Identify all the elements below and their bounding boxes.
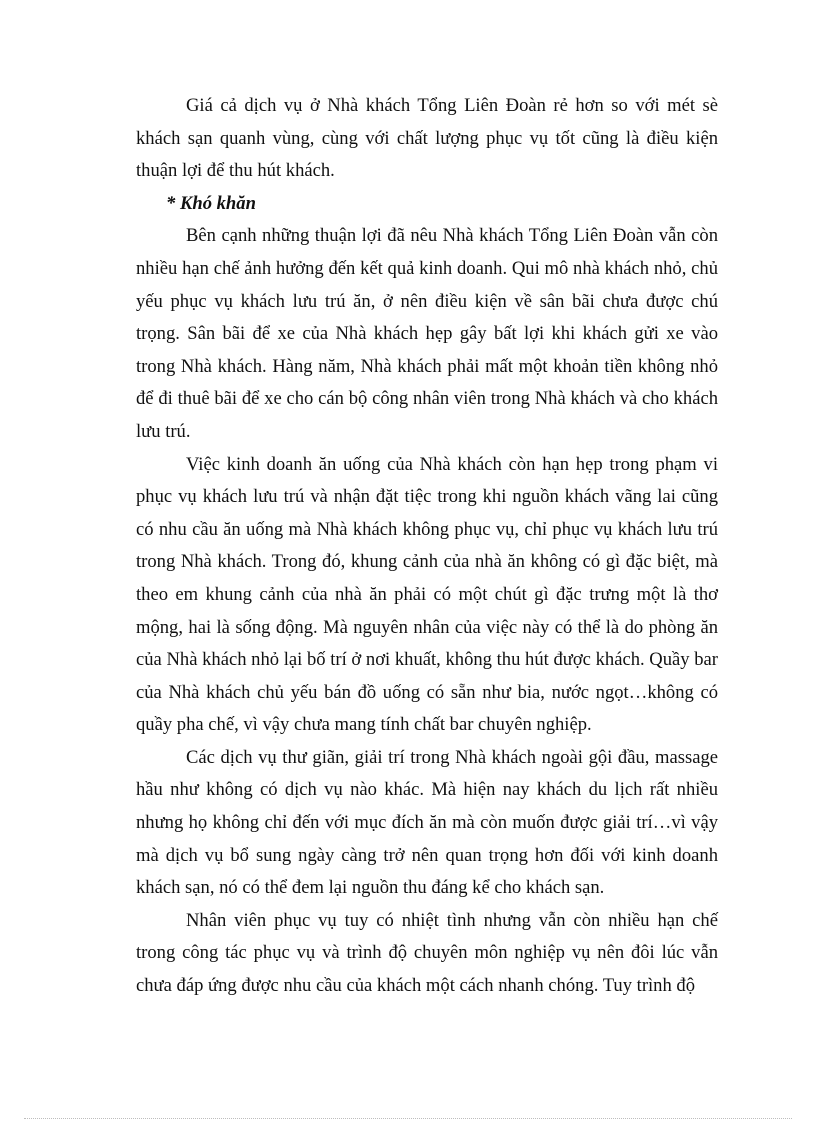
document-page (136, 90, 718, 1003)
paragraph-limitations: Bên cạnh những thuận lợi đã nêu Nhà khách Tổng Liên Đoàn vẫn còn nhiều hạn chế ảnh hưởng đến kết quả kinh doanh. Qui mô nhà khách nhỏ, chủ yếu phục vụ khách lưu trú ăn, ở nên điều kiện về sân bãi chưa được chú trọng. Sân bãi để xe của Nhà khách hẹp gây bất lợi khi khách gửi xe vào trong Nhà khách. Hàng năm, Nhà khách phải mất một khoản tiền không nhỏ để đi thuê bãi để xe cho cán bộ công nhân viên trong Nhà khách và cho khách lưu trú. (136, 225, 718, 442)
paragraph-price-advantage: Giá cả dịch vụ ở Nhà khách Tổng Liên Đoàn rẻ hơn so với mét sè khách sạn quanh vùng, cùng với chất lượng phục vụ tốt cũng là điều kiện thuận lợi để thu hút khách. (136, 95, 718, 182)
paragraph-dining-business: Việc kinh doanh ăn uống của Nhà khách còn hạn hẹp trong phạm vi phục vụ khách lưu trú và nhận đặt tiệc trong khi nguồn khách vãng lai cũng có nhu cầu ăn uống mà Nhà khách không phục vụ, chỉ phục vụ khách lưu trú trong Nhà khách. Trong đó, khung cảnh của nhà ăn không có gì đặc biệt, mà theo em khung cảnh của nhà ăn phải có một chút gì đặc trưng một là thơ mộng, hai là sống động. Mà nguyên nhân của việc này có thể là do phòng ăn của Nhà khách nhỏ lại bố trí ở nơi khuất, không thu hút được khách. Quầy bar của Nhà khách chủ yếu bán đồ uống có sẵn như bia, nước ngọt…không có quầy pha chế, vì vậy chưa mang tính chất bar chuyên nghiệp. (136, 453, 718, 736)
paragraph-entertainment-services: Các dịch vụ thư giãn, giải trí trong Nhà khách ngoài gội đầu, massage hầu như không có dịch vụ nào khác. Mà hiện nay khách du lịch rất nhiều nhưng họ không chỉ đến với mục đích ăn mà còn muốn được giải trí…vì vậy mà dịch vụ bổ sung ngày càng trở nên quan trọng hơn đối với kinh doanh khách sạn, nó có thể đem lại nguồn thu đáng kể cho khách sạn. (136, 746, 718, 899)
section-heading-difficulties: * Khó khăn (166, 192, 256, 214)
paragraph-staff: Nhân viên phục vụ tuy có nhiệt tình nhưng vẫn còn nhiều hạn chế trong công tác phục vụ và trình độ chuyên môn nghiệp vụ nên đôi lúc vẫn chưa đáp ứng được nhu cầu của khách một cách nhanh chóng. Tuy trình độ (136, 909, 718, 997)
page-footer-divider (24, 1118, 792, 1119)
